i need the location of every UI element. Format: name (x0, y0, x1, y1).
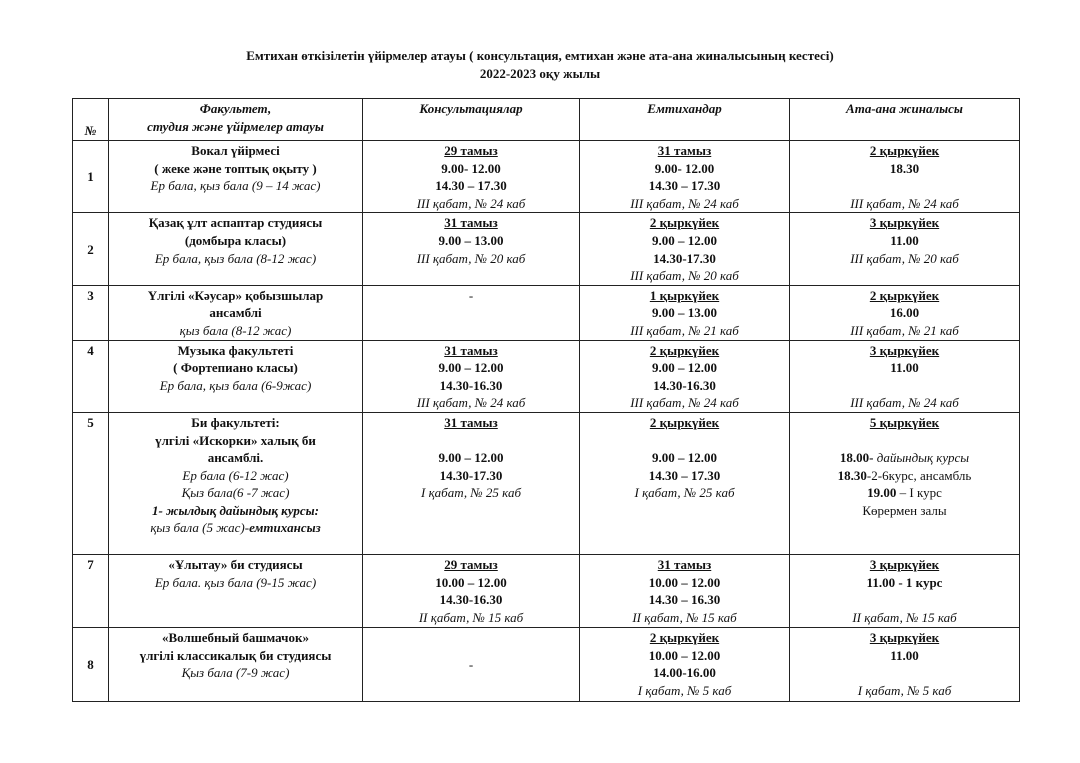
exam-time: 14.30 – 17.30 (648, 178, 721, 194)
parent-meeting-room: III қабат, № 21 каб (850, 322, 959, 338)
audience: Ер бала, қыз бала (8-12 жас) (154, 250, 317, 266)
consultation-cell (363, 627, 580, 701)
studio-cell (109, 285, 363, 340)
exam-room: III қабат, № 20 каб (630, 268, 739, 284)
consultation-time: 9.00 – 12.00 (438, 450, 504, 466)
header-exams: Емтихандар (580, 99, 790, 141)
table-row (73, 340, 1020, 412)
studio-cell (109, 213, 363, 285)
row-number: 2 (73, 213, 109, 285)
parent-meeting-time: 11.00 (890, 232, 919, 248)
consultation-room: III қабат, № 24 каб (416, 395, 526, 411)
consultation-date: 31 тамыз (444, 414, 498, 430)
consultation-cell (363, 412, 580, 554)
exam-cell (580, 285, 790, 340)
row-number: 5 (73, 412, 109, 554)
parent-meeting-room: III қабат, № 24 каб (850, 195, 959, 211)
consultation-time: 9.00 – 13.00 (438, 232, 504, 248)
parent-meeting-time: 19.00 (867, 485, 897, 501)
parent-meeting-time: 18.30 (837, 467, 867, 483)
studio-cell (109, 627, 363, 701)
parent-meeting-date: 5 қыркүйек (869, 414, 940, 430)
audience: Қыз бала(6 -7 жас) (181, 485, 290, 501)
parent-meeting-first-course (792, 484, 1017, 502)
exam-room: I қабат, № 5 каб (637, 682, 732, 698)
parent-meeting-date: 3 қыркүйек (869, 215, 940, 231)
consultation-room: I қабат, № 25 каб (421, 485, 521, 501)
row-number: 3 (73, 285, 109, 340)
exam-cell (580, 412, 790, 554)
exam-time: 14.30 – 16.30 (648, 592, 721, 608)
consultation-cell (363, 340, 580, 412)
studio-cell (109, 412, 363, 554)
row-number: 8 (73, 627, 109, 701)
header-parent-meeting: Ата-ана жиналысы (790, 99, 1020, 141)
header-consultations: Консультациялар (363, 99, 580, 141)
consultation-cell (363, 141, 580, 213)
exam-time: 9.00 – 12.00 (652, 360, 717, 376)
exam-cell (580, 340, 790, 412)
parent-meeting-cell (790, 285, 1020, 340)
exam-time: 9.00 – 13.00 (652, 305, 717, 321)
exam-room: I қабат, № 25 каб (634, 485, 735, 501)
consultation-time: 10.00 – 12.00 (435, 574, 507, 590)
parent-meeting-room: Көрермен залы (862, 502, 947, 518)
parent-meeting-time: 11.00 (890, 647, 919, 663)
parent-meeting-date: 2 қыркүйек (869, 287, 940, 303)
exam-room: II қабат, № 15 каб (632, 609, 737, 625)
exam-time: 9.00 – 12.00 (652, 450, 717, 466)
parent-meeting-prep-course (792, 449, 1017, 467)
parent-meeting-room: III қабат, № 24 каб (850, 395, 959, 411)
audience: қыз бала (8-12 жас) (179, 322, 292, 338)
parent-meeting-cell (790, 627, 1020, 701)
consultation-time: 14.30-16.30 (439, 377, 503, 393)
parent-meeting-date: 3 қыркүйек (869, 556, 940, 572)
row-number: 4 (73, 340, 109, 412)
exam-date: 31 тамыз (657, 143, 712, 158)
consultation-date: 29 тамыз (444, 143, 498, 158)
parent-meeting-time: 11.00 (890, 360, 919, 376)
exam-time: 9.00 – 12.00 (652, 232, 717, 248)
parent-meeting-cell (790, 141, 1020, 213)
parent-meeting-group: -2-6курс, ансамбль (866, 467, 972, 483)
prep-course-note-audience: қыз бала (5 жас)- (150, 520, 250, 536)
header-num: № (73, 99, 109, 141)
exam-time: 14.00-16.00 (653, 665, 716, 681)
exam-time: 14.30-16.30 (653, 377, 716, 393)
parent-meeting-time: 18.30 (889, 160, 920, 176)
consultation-room: III қабат, № 24 каб (416, 195, 526, 211)
exam-date: 1 қыркүйек (649, 287, 720, 303)
studio-name: Музыка факультеті (177, 342, 294, 358)
exam-room: III қабат, № 24 каб (630, 195, 739, 211)
consultation-cell (363, 213, 580, 285)
no-consultation-dash: - (468, 657, 474, 673)
parent-meeting-date: 3 қыркүйек (869, 342, 940, 358)
audience: Ер бала. қыз бала (9-15 жас) (154, 574, 317, 590)
exam-date: 2 қыркүйек (649, 215, 720, 231)
parent-meeting-group: – I курс (896, 485, 942, 501)
header-faculty-line1: Факультет, (199, 101, 272, 116)
parent-meeting-cell (790, 412, 1020, 554)
parent-meeting-time: 18.00- (839, 450, 874, 466)
exam-date: 2 қыркүйек (649, 629, 720, 645)
audience: Ер бала, қыз бала (6-9жас) (159, 377, 312, 393)
studio-name: ансамблі (209, 305, 262, 321)
exam-cell (580, 554, 790, 627)
parent-meeting-room: II қабат, № 15 каб (852, 609, 957, 625)
exam-time: 14.30 – 17.30 (648, 467, 721, 483)
studio-name: «Ұлытау» би студиясы (168, 556, 303, 572)
prep-course-no-exam: емтихансыз (249, 520, 321, 536)
exam-room: III қабат, № 24 каб (630, 395, 739, 411)
parent-meeting-date: 2 қыркүйек (869, 143, 940, 158)
exam-cell (580, 141, 790, 213)
exam-room: III қабат, № 21 каб (630, 322, 739, 338)
studio-name: «Волшебный башмачок» (162, 629, 309, 645)
studio-name: (домбыра класы) (184, 232, 287, 248)
exam-time: 10.00 – 12.00 (648, 574, 721, 590)
exam-date: 31 тамыз (657, 556, 712, 572)
parent-meeting-date: 3 қыркүйек (869, 629, 940, 645)
consultation-time: 14.30 – 17.30 (435, 178, 507, 194)
consultation-date: 31 тамыз (444, 215, 498, 231)
exam-time: 10.00 – 12.00 (648, 647, 721, 663)
parent-meeting-ensemble (792, 467, 1017, 485)
studio-cell (109, 554, 363, 627)
exam-date: 2 қыркүйек (649, 342, 720, 358)
table-row (73, 213, 1020, 285)
header-row (73, 99, 1020, 141)
studio-name: үлгілі классикалық би студиясы (139, 647, 332, 663)
no-consultation-dash: - (468, 287, 474, 303)
prep-course-note (111, 519, 360, 537)
consultation-time: 9.00 – 12.00 (438, 360, 504, 376)
consultation-cell (363, 285, 580, 340)
schedule-table (72, 98, 1020, 702)
table-row (73, 412, 1020, 554)
table-row (73, 627, 1020, 701)
consultation-cell (363, 554, 580, 627)
studio-name: үлгілі «Искорки» халық би (155, 432, 316, 448)
studio-cell (109, 340, 363, 412)
exam-time: 9.00- 12.00 (654, 160, 715, 176)
prep-course-title: 1- жылдық дайындық курсы: (152, 502, 319, 518)
consultation-time: 9.00- 12.00 (441, 160, 501, 176)
parent-meeting-cell (790, 340, 1020, 412)
studio-name: Қазақ ұлт аспаптар студиясы (148, 215, 323, 231)
consultation-date: 31 тамыз (444, 342, 498, 358)
parent-meeting-room: III қабат, № 20 каб (850, 250, 959, 266)
table-row (73, 554, 1020, 627)
academic-year: 2022-2023 оқу жылы (479, 66, 601, 81)
parent-meeting-time: 16.00 (889, 305, 920, 321)
audience: Ер бала (6-12 жас) (182, 467, 289, 483)
studio-name: ансамблі. (207, 450, 264, 466)
row-number: 1 (73, 141, 109, 213)
header-faculty-line2: студия және үйірмелер атауы (147, 118, 324, 134)
studio-name: Вокал үйірмесі (191, 143, 280, 158)
consultation-room: II қабат, № 15 каб (418, 609, 524, 625)
exam-time: 14.30-17.30 (653, 250, 716, 266)
consultation-time: 14.30-17.30 (439, 467, 503, 483)
exam-date: 2 қыркүйек (649, 414, 720, 430)
consultation-room: III қабат, № 20 каб (416, 250, 526, 266)
studio-name: ( жеке және топтық оқыту ) (154, 160, 317, 176)
parent-meeting-time: 11.00 - 1 курс (866, 574, 943, 590)
row-number: 7 (73, 554, 109, 627)
studio-name: Би факультеті: (191, 414, 280, 430)
exam-cell (580, 213, 790, 285)
parent-meeting-room: I қабат, № 5 каб (857, 682, 952, 698)
exam-cell (580, 627, 790, 701)
document-title: Емтихан өткізілетін үйірмелер атауы ( консультация, емтихан және ата-ана жиналысының кестесі) (246, 48, 834, 63)
consultation-date: 29 тамыз (444, 556, 498, 572)
parent-meeting-cell (790, 213, 1020, 285)
parent-meeting-group: дайындық курсы (873, 450, 970, 466)
header-faculty (109, 99, 363, 141)
consultation-time: 14.30-16.30 (439, 592, 503, 608)
studio-name: Үлгілі «Кәусар» қобызшылар (147, 287, 324, 303)
audience: Қыз бала (7-9 жас) (181, 665, 290, 681)
audience: Ер бала, қыз бала (9 – 14 жас) (150, 178, 321, 194)
table-row (73, 141, 1020, 213)
studio-cell (109, 141, 363, 213)
table-row (73, 285, 1020, 340)
parent-meeting-cell (790, 554, 1020, 627)
studio-name: ( Фортепиано класы) (173, 360, 298, 376)
